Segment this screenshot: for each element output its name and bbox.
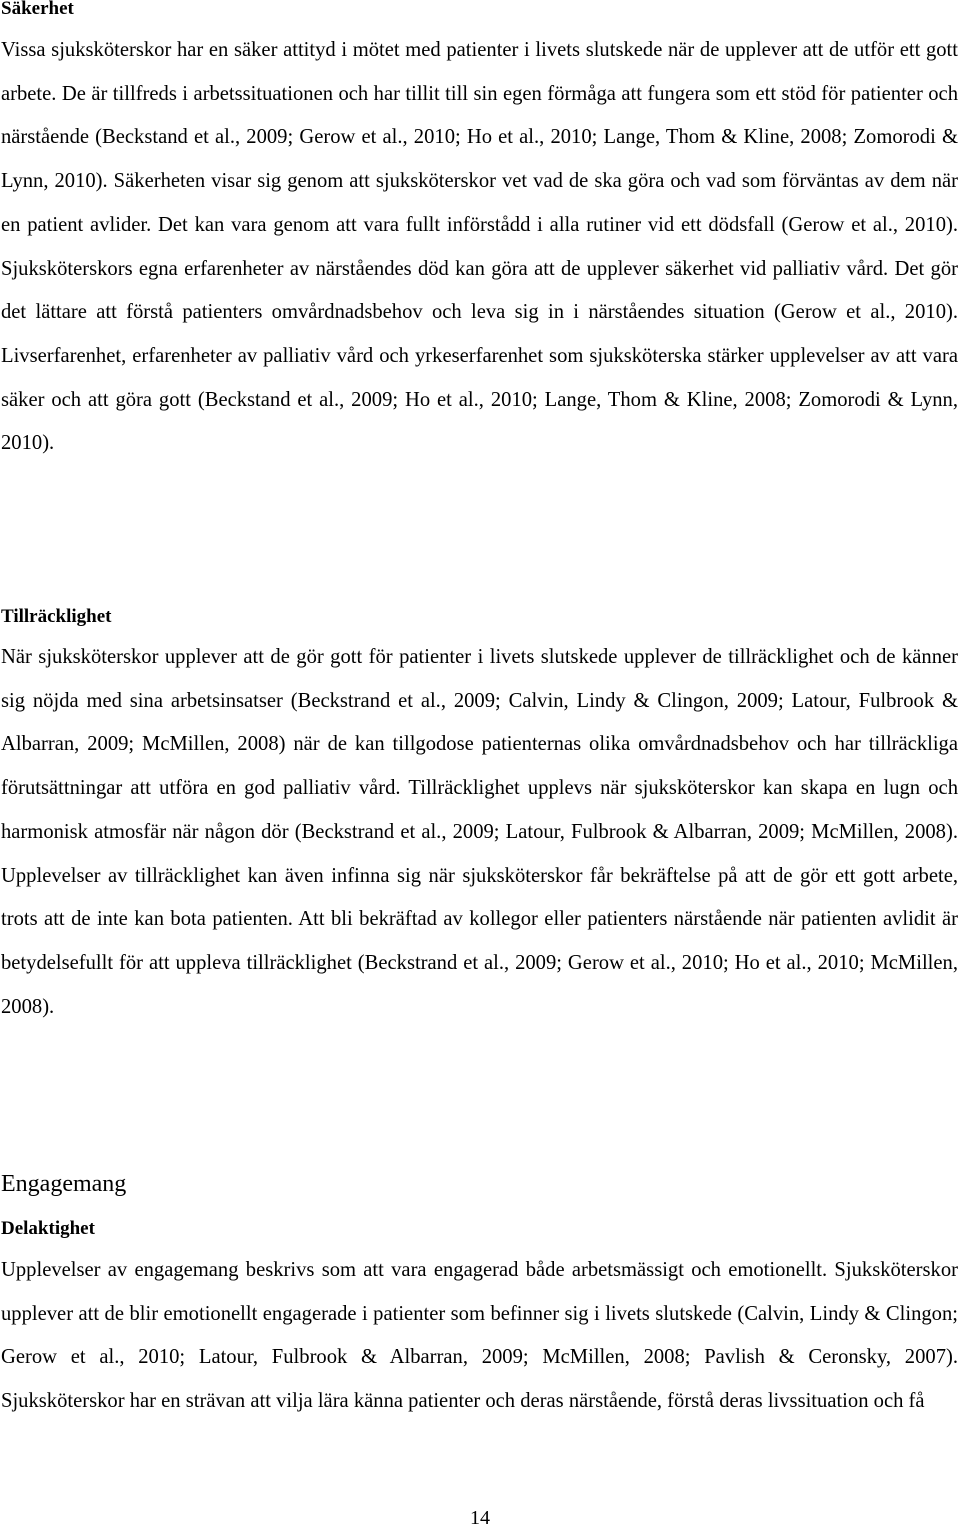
paragraph-tillracklighet: När sjuksköterskor upplever att de gör gott för patienter i livets slutskede upplever de tillräcklighet och de känner sig nöjda med sina arbetsinsatser (Beckstrand et al., 2009; Calvin, Lindy & Clingon, 2009; Latour, Fulbrook & Albarran, 2009; McMillen, 2008) när de kan tillgodose patienternas olika omvårdnadsbehov och har tillräckliga förutsättningar att utföra en god palliativ vård. Tillräcklighet upplevs när sjuksköterskor kan skapa en lugn och harmonisk atmosfär när någon dör (Beckstrand et al., 2009; Latour, Fulbrook & Albarran, 2009; McMillen, 2008). Upplevelser av tillräcklighet kan även infinna sig när sjuksköterskor får bekräftelse på att de gör ett gott arbete, trots att de inte kan bota patienten. Att bli bekräftad av kollegor eller patienters närstående när patienten avlidit är betydelsefullt för att uppleva tillräcklighet (Beckstrand et al., 2009; Gerow et al., 2010; Ho et al., 2010; McMillen, 2008).	[1, 646, 958, 1018]
section-heading-tillracklighet: Tillräcklighet	[1, 606, 112, 627]
section-title-engagemang: Engagemang	[1, 1171, 127, 1197]
subsection-heading-delaktighet: Delaktighet	[1, 1218, 95, 1239]
section-heading-sakerhet: Säkerhet	[1, 0, 74, 19]
paragraph-delaktighet: Upplevelser av engagemang beskrivs som att vara engagerad både arbetsmässigt och emotionellt. Sjuksköterskor upplever att de blir emotionellt engagerade i patienter som befinner sig i livets slutskede (Calvin, Lindy & Clingon; Gerow et al., 2010; Latour, Fulbrook & Albarran, 2009; McMillen, 2008; Pavlish & Ceronsky, 2007). Sjuksköterskor har en strävan att vilja lära känna patienter och deras närstående, förstå deras livssituation och få	[1, 1259, 958, 1413]
paragraph-sakerhet: Vissa sjuksköterskor har en säker attityd i mötet med patienter i livets slutskede när de upplever att de utför ett gott arbete. De är tillfreds i arbetssituationen och har tillit till sin egen förmåga att fungera som ett stöd för patienter och närstående (Beckstand et al., 2009; Gerow et al., 2010; Ho et al., 2010; Lange, Thom & Kline, 2008; Zomorodi & Lynn, 2010). Säkerheten visar sig genom att sjuksköterskor vet vad de ska göra och vad som förväntas av dem när en patient avlider. Det kan vara genom att vara fullt införstådd i alla rutiner vid ett dödsfall (Gerow et al., 2010). Sjuksköterskors egna erfarenheter av närståendes död kan göra att de upplever säkerhet vid palliativ vård. Det gör det lättare att förstå patienters omvårdnadsbehov och leva sig in i närståendes situation (Gerow et al., 2010). Livserfarenhet, erfarenheter av palliativ vård och yrkeserfarenhet som sjuksköterska stärker upplevelser av att vara säker och att göra gott (Beckstand et al., 2009; Ho et al., 2010; Lange, Thom & Kline, 2008; Zomorodi & Lynn, 2010).	[1, 39, 958, 455]
page-number: 14	[470, 1507, 490, 1529]
